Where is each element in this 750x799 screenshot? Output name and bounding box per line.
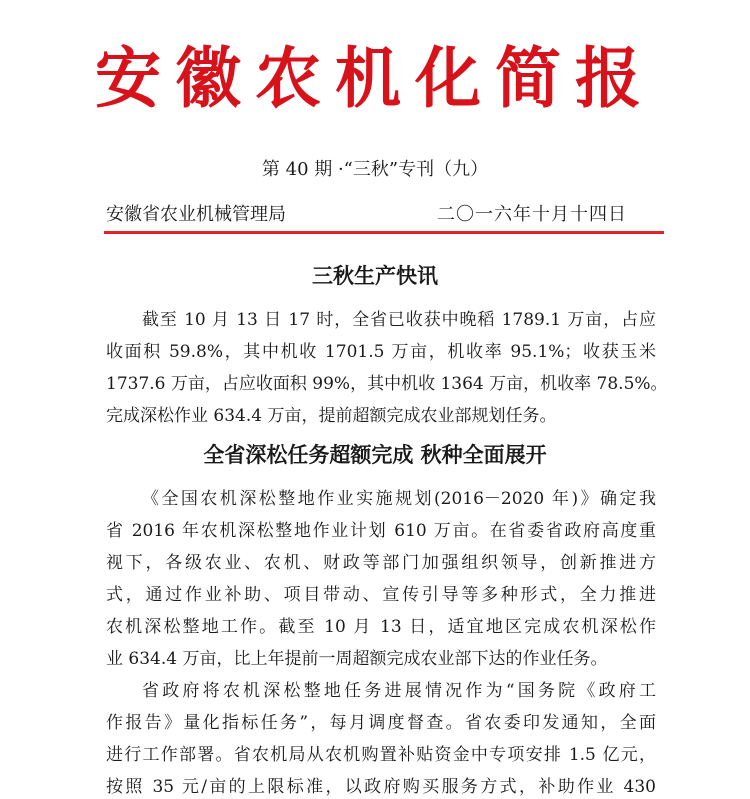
section1-line: 完成深松作业 634.4 万亩，提前超额完成农业部规划任务。	[106, 406, 557, 426]
section2-line: 视下，各级农业、农机、财政等部门加强组织领导，创新推进方	[106, 553, 656, 573]
header-divider	[104, 231, 664, 234]
section2-line: 进行工作部署。省农机局从农机购置补贴资金中专项安排 1.5 亿元，	[106, 745, 656, 765]
issue-line: 第 40 期 ·“三秋”专刊（九）	[261, 159, 489, 180]
section1-line: 截至 10 月 13 日 17 时，全省已收获中晚稻 1789.1 万亩，占应	[142, 310, 656, 330]
publish-date: 二〇一六年十月十四日	[437, 204, 627, 225]
section2-line: 《全国农机深松整地作业实施规划(2016－2020 年)》确定我	[142, 489, 656, 509]
section2-line: 省 2016 年农机深松整地作业计划 610 万亩。在省委省政府高度重	[106, 521, 656, 541]
masthead-title: 安徽农机化简报	[95, 39, 655, 117]
section1-title: 三秋生产快讯	[312, 264, 438, 288]
section2-line: 业 634.4 万亩，比上年提前一周超额完成农业部下达的作业任务。	[106, 649, 608, 669]
section2-title: 全省深松任务超额完成 秋种全面展开	[203, 443, 547, 467]
section2-line: 式，通过作业补助、项目带动、宣传引导等多种形式，全力推进	[106, 585, 656, 605]
section1-line: 1737.6 万亩，占应收面积 99%，其中机收 1364 万亩，机收率 78.5%。	[106, 374, 668, 394]
section2-line: 按照 35 元/亩的上限标准，以政府购买服务方式，补助作业 430	[106, 777, 656, 797]
section2-line: 省政府将农机深松整地任务进展情况作为“国务院《政府工	[142, 681, 656, 701]
section1-line: 收面积 59.8%，其中机收 1701.5 万亩，机收率 95.1%；收获玉米	[106, 342, 656, 362]
section2-line: 农机深松整地工作。截至 10 月 13 日，适宜地区完成农机深松作	[106, 617, 656, 637]
section2-line: 作报告》量化指标任务”，每月调度督查。省农委印发通知，全面	[106, 713, 656, 733]
publisher: 安徽省农业机械管理局	[106, 204, 286, 225]
